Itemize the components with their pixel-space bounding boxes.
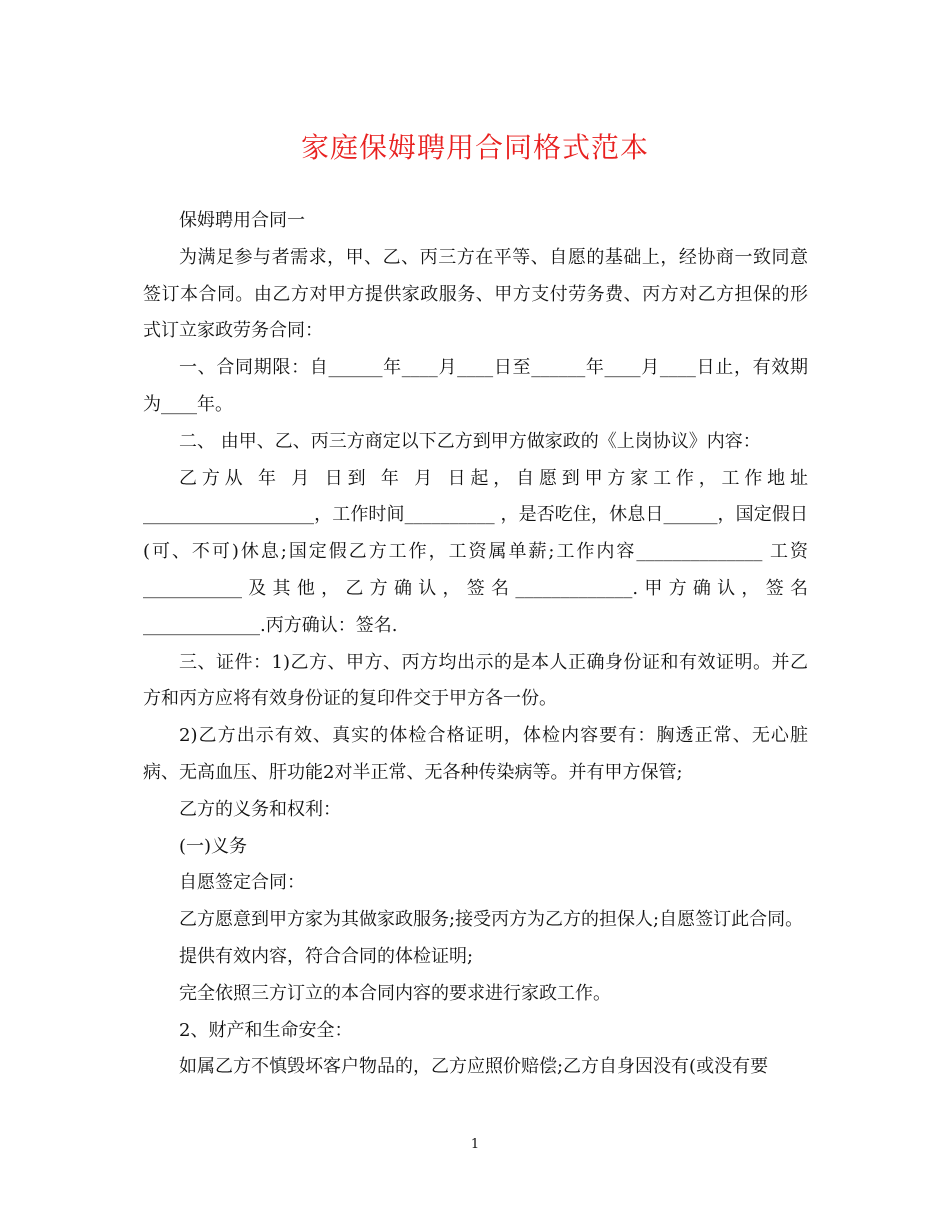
document-body xyxy=(143,203,808,1086)
paragraph-duties-rights: 乙方的义务和权利： xyxy=(179,798,341,820)
paragraph-contract-term: 一、合同期限：自______年____月____日至______年____月____日止，有效期为____年。 xyxy=(143,357,808,415)
paragraph-agreement-intro: 二、 由甲、乙、丙三方商定以下乙方到甲方做家政的《上岗协议》内容： xyxy=(179,430,761,452)
paragraph-voluntary-signing: 自愿签定合同： xyxy=(179,872,305,894)
paragraph-preamble: 为满足参与者需求，甲、乙、丙三方在平等、自愿的基础上，经协商一致同意签订本合同。由乙方对甲方提供家政服务、甲方支付劳务费、丙方对乙方担保的形式订立家政劳务合同： xyxy=(143,246,808,342)
paragraph-work-details: 乙方从 年 月 日到 年 月 日起，自愿到甲方家工作，工作地址___________________，工作时间__________ ，是否吃住，休息日______，国定假日(可、不可)休息;国定假乙方工作，工资属单薪;工作内容______________ 工资___________及其他，乙方确认，签名_____________.甲方确认，签名_____________.丙方确认：签名. xyxy=(143,467,808,636)
document-title: 家庭保姆聘用合同格式范本 xyxy=(300,131,649,164)
paragraph-certificates: 三、证件：1)乙方、甲方、丙方均出示的是本人正确身份证和有效证明。并乙方和丙方应将有效身份证的复印件交于甲方各一份。 xyxy=(143,651,808,710)
paragraph-contract-heading: 保姆聘用合同一 xyxy=(179,210,305,231)
paragraph-follow-contract: 完全依照三方订立的本合同内容的要求进行家政工作。 xyxy=(179,982,611,1004)
paragraph-duties-heading: (一)义务 xyxy=(179,835,248,857)
page-number: 1 xyxy=(470,1137,480,1152)
paragraph-health-check: 2)乙方出示有效、真实的体检合格证明，体检内容要有：胸透正常、无心脏病、无高血压、肝功能2对半正常、无各种传染病等。并有甲方保管; xyxy=(143,725,808,783)
paragraph-willing-service: 乙方愿意到甲方家为其做家政服务;接受丙方为乙方的担保人;自愿签订此合同。 xyxy=(179,909,804,931)
paragraph-compensation: 如属乙方不慎毁坏客户物品的，乙方应照价赔偿;乙方自身因没有(或没有要 xyxy=(179,1056,769,1078)
paragraph-valid-documents: 提供有效内容，符合合同的体检证明; xyxy=(179,945,474,967)
paragraph-property-safety: 2、财产和生命安全： xyxy=(179,1019,353,1041)
